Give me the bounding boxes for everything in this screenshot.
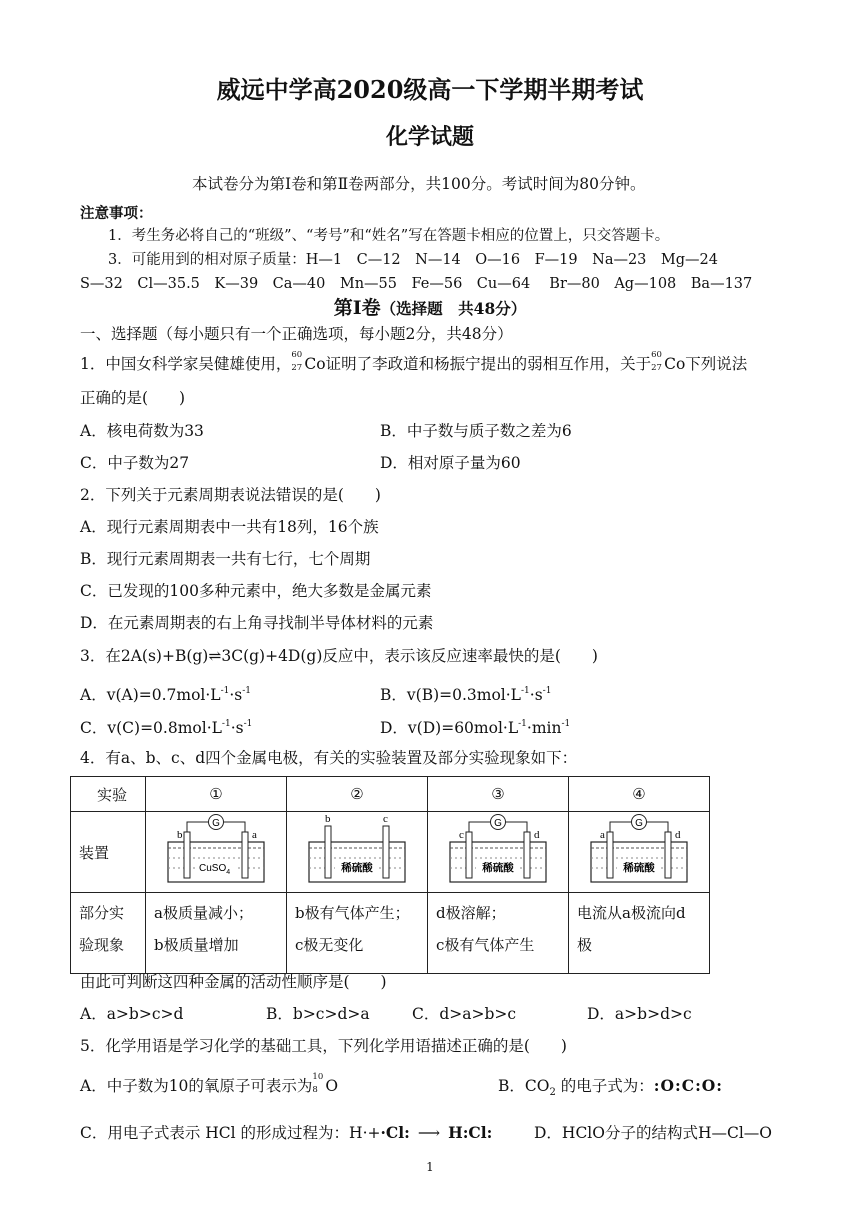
q5-nuclide: 10 8 (312, 1072, 324, 1095)
q4-option-b: B．b>c>d>a (266, 1005, 370, 1023)
q1-stem-b: 证明了李政道和杨振宁提出的弱相互作用，关于 (325, 355, 652, 373)
q3-option-a: A．$v(A)=0.7mol\cdot L^{-1}\cdot s^{-1}$ (80, 686, 252, 704)
observation-4: 电流从a极流向d 极 (569, 893, 710, 974)
part1-title: 第Ⅰ卷 (333, 297, 381, 319)
q4-stem: 4．有a、b、c、d四个金属电极，有关的实验装置及部分实验现象如下： (80, 749, 578, 767)
apparatus-3 (428, 812, 569, 893)
notes-item-1: 1．考生务必将自己的“班级”、“考号”和“姓名”写在答题卡相应的位置上，只交答题卡。 (108, 228, 670, 244)
observation-2: b极有气体产生； c极无变化 (287, 893, 428, 974)
table-col4-header: ④ (569, 777, 710, 812)
q2-option-c: C．已发现的100多种元素中，绝大多数是金属元素 (80, 582, 432, 600)
q1-nuclide-sym-2: Co (664, 355, 686, 373)
cl-electron-dot: ·Cl: (380, 1123, 410, 1142)
apparatus-4-diagram (569, 812, 709, 888)
q1-option-b: B．中子数与质子数之差为6 (380, 422, 572, 440)
q3-stem: 3．在2A(s)+B(g)⇌3C(g)+4D(g)反应中，表示该反应速率最快的是( ) (80, 647, 598, 665)
apparatus-1-right-electrode: a (252, 829, 257, 841)
apparatus-3-electrolyte: 稀硫酸 (482, 862, 514, 874)
q1-stem-line2: 正确的是( ) (80, 389, 186, 407)
notes-heading: 注意事项： (80, 205, 153, 222)
q4-option-d: D．a>b>d>c (587, 1005, 692, 1023)
q3-option-b: B．$v(B)=0.3mol\cdot L^{-1}\cdot s^{-1}$ (380, 686, 552, 704)
reaction-arrow: ⟶ (417, 1124, 441, 1142)
apparatus-2 (287, 812, 428, 893)
co2-electron-formula: :O:C:O: (653, 1076, 724, 1095)
notes-item-2-line1: 3．可能用到的相对原子质量：H—1 C—12 N—14 O—16 F—19 Na—23 Mg—24 (108, 252, 718, 268)
observation-1: a极质量减小； b极质量增加 (146, 893, 287, 974)
observation-3: d极溶解； c极有气体产生 (428, 893, 569, 974)
q2-option-a: A．现行元素周期表中一共有18列，16个族 (80, 518, 379, 536)
q1-nuclide-sym-1: Co (304, 355, 326, 373)
table-observation-row (71, 893, 710, 974)
apparatus-4-left-electrode: a (600, 829, 605, 841)
apparatus-3-diagram (428, 812, 568, 888)
galvanometer-3-label: G (494, 818, 502, 829)
experiment-table (70, 776, 710, 974)
table-device-row (71, 812, 710, 893)
q1-option-d: D．相对原子量为60 (380, 454, 521, 472)
galvanometer-1-label: G (212, 818, 220, 829)
q3-option-c: C．$v(C)=0.8mol\cdot L^{-1}\cdot s^{-1}$ (80, 719, 253, 737)
apparatus-1 (146, 812, 287, 893)
q1-stem-c: 下列说法 (685, 355, 748, 373)
exam-title: 威远中学高2020级高一下学期半期考试 (216, 75, 644, 104)
apparatus-2-diagram (287, 812, 427, 888)
q2-stem: 2．下列关于元素周期表说法错误的是( ) (80, 486, 381, 504)
part1-heading (0, 293, 860, 320)
apparatus-2-right-electrode: c (383, 813, 388, 825)
q1-stem-line1 (80, 352, 747, 374)
notes-item-2-line2: S—32 Cl—35.5 K—39 Ca—40 Mn—55 Fe—56 Cu—64 Br—80 Ag—108 Ba—137 (80, 276, 753, 292)
q3-option-d: D．$v(D)=60mol\cdot L^{-1}\cdot\min^{-1}$ (380, 719, 571, 737)
q5-option-b: B．$CO_2$ 的电子式为：:O:C:O: (498, 1076, 724, 1098)
q1-option-a: A．核电荷数为33 (80, 422, 204, 440)
table-header-row (71, 777, 710, 812)
q2-option-d: D．在元素周期表的右上角寻找制半导体材料的元素 (80, 614, 434, 632)
part1-subtitle: （选择题 共48分） (380, 299, 527, 318)
q4-option-c: C．d>a>b>c (412, 1005, 517, 1023)
apparatus-4-electrolyte: 稀硫酸 (623, 862, 655, 874)
apparatus-2-electrolyte: 稀硫酸 (341, 862, 373, 874)
galvanometer-4-label: G (635, 818, 643, 829)
apparatus-3-right-electrode: d (534, 829, 540, 841)
q2-option-b: B．现行元素周期表一共有七行，七个周期 (80, 550, 371, 568)
q4-conclusion: 由此可判断这四种金属的活动性顺序是( ) (80, 973, 387, 991)
q1-nuclide-1: 60 27 (291, 350, 303, 373)
q1-stem-a: 1．中国女科学家吴健雄使用， (80, 355, 292, 373)
apparatus-4 (569, 812, 710, 893)
q4-option-a: A．a>b>c>d (80, 1005, 184, 1023)
q5-stem: 5．化学用语是学习化学的基础工具，下列化学用语描述正确的是( ) (80, 1037, 567, 1055)
exam-intro: 本试卷分为第Ⅰ卷和第Ⅱ卷两部分，共100分。考试时间为80分钟。 (192, 175, 646, 193)
q1-nuclide-2: 60 27 (651, 350, 662, 373)
apparatus-2-left-electrode: b (325, 813, 331, 825)
page-number: 1 (426, 1160, 434, 1174)
q5-option-a: A．中子数为10的氧原子可表示为 10 8 O (80, 1072, 339, 1095)
q5-option-d: D．HClO分子的结构式H—Cl—O (534, 1124, 773, 1142)
apparatus-4-right-electrode: d (675, 829, 681, 841)
device-row-label: 装置 (71, 812, 146, 893)
apparatus-3-left-electrode: c (459, 829, 464, 841)
q5-option-c: C．用电子式表示 HCl 的形成过程为：H·+·Cl: ⟶ H:Cl: (80, 1123, 493, 1142)
apparatus-1-diagram (146, 812, 286, 888)
section-heading: 一、选择题（每小题只有一个正确选项，每小题2分，共48分） (80, 325, 513, 343)
apparatus-1-electrolyte: CuSO$_4$ (199, 863, 231, 876)
table-col1-header: ① (146, 777, 287, 812)
apparatus-1-left-electrode: b (177, 829, 183, 841)
table-col0-header: 实验 (71, 777, 146, 812)
table-col2-header: ② (287, 777, 428, 812)
subject-title: 化学试题 (385, 124, 474, 150)
hcl-electron-formula: H:Cl: (448, 1123, 493, 1142)
q1-option-c: C．中子数为27 (80, 454, 190, 472)
observation-row-label: 部分实 验现象 (71, 893, 146, 974)
table-col3-header: ③ (428, 777, 569, 812)
